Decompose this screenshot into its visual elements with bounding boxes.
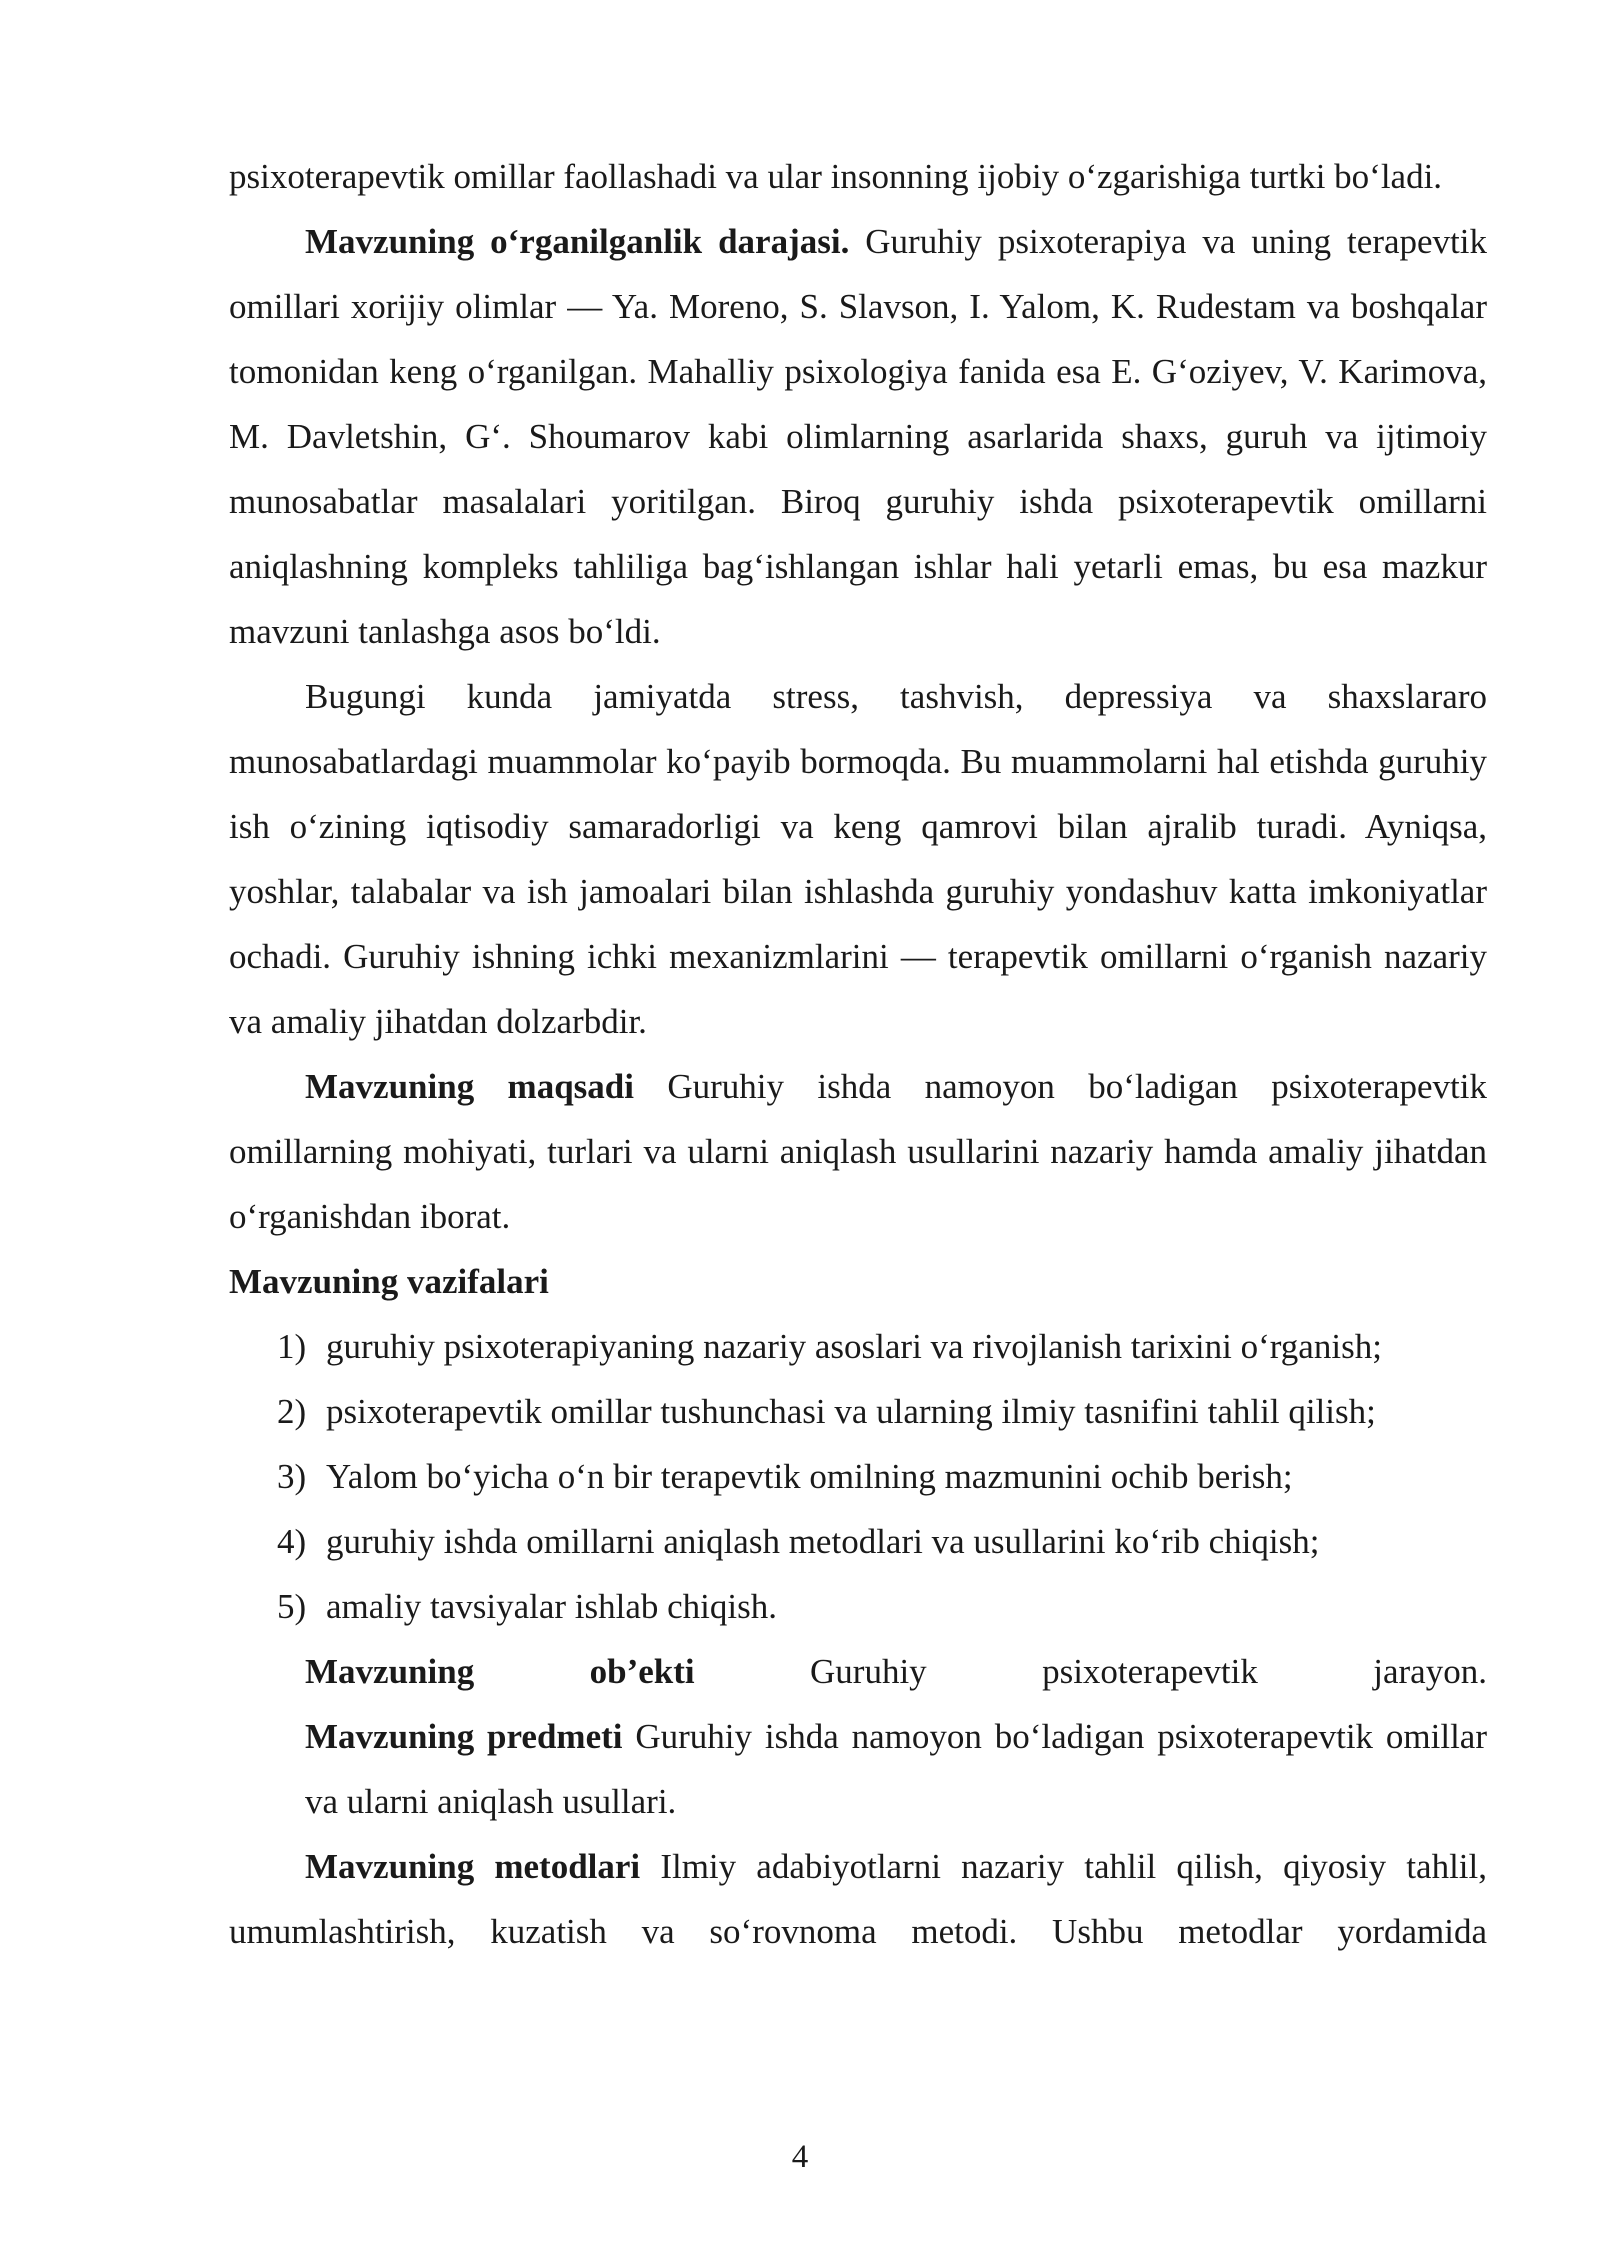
paragraph-relevance: Bugungi kunda jamiyatda stress, tashvish, depressiya va shaxslararo munosabatlardagi muammolar ko‘payib bormoqda. Bu muammolarni hal etishda guruhiy ish o‘zining iqtisodiy samaradorligi va keng qamrovi bilan ajralib turadi. Ayniqsa, yoshlar, talabalar va ish jamoalari bilan ishlashda guruhiy yondashuv katta imkoniyatlar ochadi. Guruhiy ishning ichki mexanizmlarini — terapevtik omillarni o‘rganish nazariy va amaliy jihatdan dolzarbdir. [229,677,1487,1041]
tasks-list [229,1314,1487,1639]
list-item-number: 5) [277,1587,307,1626]
list-item [229,1444,1487,1509]
heading-study-level: Mavzuning o‘rganilganlik darajasi. [305,222,850,261]
heading-methods: Mavzuning metodlari [305,1847,641,1886]
object-text-word2: psixoterapevtik [1042,1652,1258,1691]
paragraph-continuation: psixoterapevtik omillar faollashadi va ular insonning ijobiy o‘zgarishiga turtki bo‘ladi. [229,157,1443,196]
study-level-text: Guruhiy psixoterapiya va uning terapevtik omillari xorijiy olimlar — Ya. Moreno, S. Slavson, I. Yalom, K. Rudestam va boshqalar tomonidan keng o‘rganilgan. Mahalliy psixologiya fanida esa E. G‘oziyev, V. Karimova, M. Davletshin, G‘. Shoumarov kabi olimlarning asarlarida shaxs, guruh va ijtimoiy munosabatlar masalalari yoritilgan. Biroq guruhiy ishda psixoterapevtik omillarni aniqlashning kompleks tahliliga bag‘ishlangan ishlar hali yetarli emas, bu esa mazkur mavzuni tanlashga asos bo‘ldi. [229,222,1487,651]
list-item-text: Yalom bo‘yicha o‘n bir terapevtik omilning mazmunini ochib berish; [326,1457,1293,1496]
goal-text: Guruhiy ishda namoyon bo‘ladigan psixoterapevtik omillarning mohiyati, turlari va ularni aniqlash usullarini nazariy hamda amaliy jihatdan o‘rganishdan iborat. [229,1067,1487,1236]
methods-text: Ilmiy adabiyotlarni nazariy tahlil qilish, qiyosiy tahlil, umumlashtirish, kuzatish va so‘rovnoma metodi. Ushbu metodlar yordamida [229,1847,1487,1951]
object-text-word3: jarayon. [1373,1652,1487,1691]
paragraph-subject [229,1704,1487,1834]
page-body [229,144,1487,1964]
paragraph-goal [229,1054,1487,1249]
list-item [229,1574,1487,1639]
tasks-heading-text: Mavzuning vazifalari [229,1262,549,1301]
list-item-number: 3) [277,1457,307,1496]
list-item-text: psixoterapevtik omillar tushunchasi va ularning ilmiy tasnifini tahlil qilish; [326,1392,1376,1431]
object-text-word1: Guruhiy [810,1652,927,1691]
list-item-number: 4) [277,1522,307,1561]
heading-object-word2: ob’ekti [589,1652,695,1691]
list-item-number: 2) [277,1392,307,1431]
list-item [229,1314,1487,1379]
paragraph-study-level [229,209,1487,664]
tasks-heading [229,1249,1487,1314]
list-item-number: 1) [277,1327,307,1366]
heading-goal: Mavzuning maqsadi [305,1067,634,1106]
list-item [229,1509,1487,1574]
list-item [229,1379,1487,1444]
subject-text: Guruhiy ishda namoyon bo‘ladigan psixoterapevtik omillar va ularni aniqlash usullari. [305,1717,1487,1821]
page-number: 4 [791,2139,809,2175]
heading-object-word1: Mavzuning [305,1652,475,1691]
list-item-text: amaliy tavsiyalar ishlab chiqish. [326,1587,778,1626]
paragraph-methods [229,1834,1487,1964]
heading-subject: Mavzuning predmeti [305,1717,623,1756]
list-item-text: guruhiy ishda omillarni aniqlash metodlari va usullarini ko‘rib chiqish; [326,1522,1320,1561]
list-item-text: guruhiy psixoterapiyaning nazariy asoslari va rivojlanish tarixini o‘rganish; [326,1327,1382,1366]
paragraph-object [229,1639,1487,1704]
